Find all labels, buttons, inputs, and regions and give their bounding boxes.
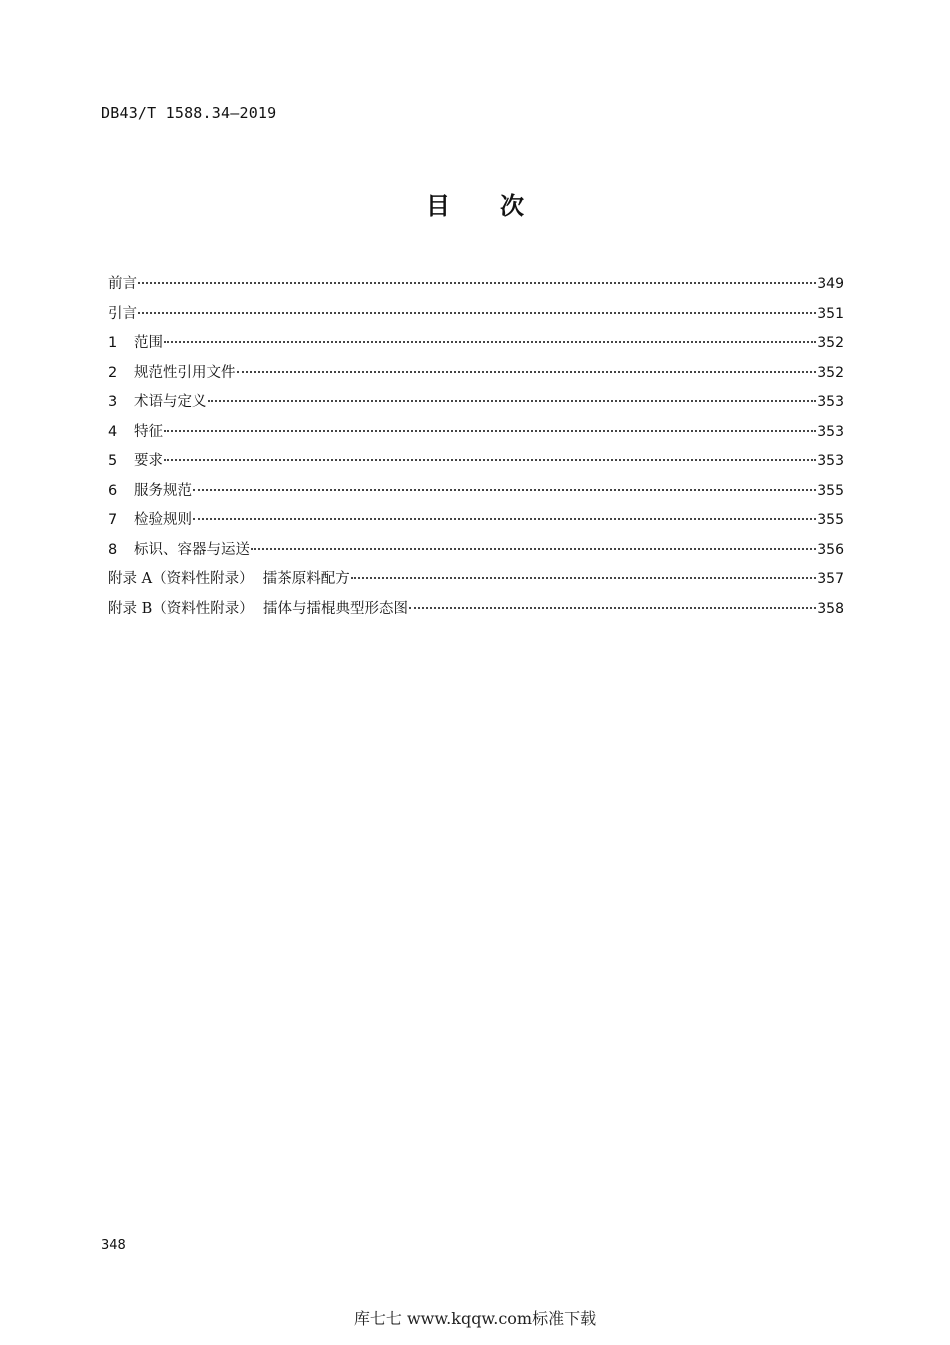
toc-entry-number: 2 xyxy=(108,364,118,381)
toc-entry-number: 6 xyxy=(108,482,118,499)
leader-dots xyxy=(251,546,816,550)
toc-entry-label: 前言 xyxy=(108,276,137,292)
table-of-contents xyxy=(108,270,844,624)
toc-entry-label: 检验规则 xyxy=(134,512,192,528)
toc-entry-label: 服务规范 xyxy=(134,482,192,499)
toc-entry-appendix-a[interactable] xyxy=(108,565,844,595)
toc-entry-label: 术语与定义 xyxy=(134,394,207,410)
toc-entry-number: 4 xyxy=(108,423,118,440)
toc-entry-label: 要求 xyxy=(134,453,163,469)
toc-entry-introduction[interactable] xyxy=(108,300,844,330)
leader-dots xyxy=(193,516,816,520)
toc-entry-page: 353 xyxy=(817,453,844,469)
toc-entry-page: 353 xyxy=(817,423,844,440)
toc-entry-page: 355 xyxy=(817,512,844,528)
toc-entry-number: 5 xyxy=(108,453,118,469)
toc-entry-appendix-b[interactable] xyxy=(108,595,844,625)
toc-entry-page: 356 xyxy=(817,541,844,558)
toc-entry-label: 标识、容器与运送 xyxy=(134,541,250,558)
leader-dots xyxy=(237,369,817,373)
watermark-text: 库七七 www.kqqw.com标准下载 xyxy=(353,1309,597,1328)
leader-dots xyxy=(138,280,816,284)
toc-entry-characteristics[interactable] xyxy=(108,418,844,448)
toc-entry-label: 范围 xyxy=(134,335,163,351)
toc-entry-foreword[interactable] xyxy=(108,270,844,300)
toc-entry-number: 7 xyxy=(108,512,118,528)
leader-dots xyxy=(138,310,816,314)
toc-entry-normative-references[interactable] xyxy=(108,359,844,389)
toc-entry-marking-containers-transport[interactable] xyxy=(108,536,844,566)
toc-entry-label: 引言 xyxy=(108,305,137,322)
toc-entry-label: 附录 B（资料性附录） 擂体与擂棍典型形态图 xyxy=(108,600,408,617)
toc-entry-page: 352 xyxy=(817,364,844,381)
leader-dots xyxy=(164,457,816,461)
leader-dots xyxy=(164,428,816,432)
toc-entry-page: 358 xyxy=(817,600,844,617)
toc-entry-page: 349 xyxy=(817,276,844,292)
standard-code: DB43/T 1588.34—2019 xyxy=(101,104,277,122)
title-part-1: 目 xyxy=(426,192,450,220)
toc-entry-page: 353 xyxy=(817,394,844,410)
page-title xyxy=(0,186,950,221)
toc-entry-page: 352 xyxy=(817,335,844,351)
page-number: 348 xyxy=(101,1238,126,1253)
toc-entry-label: 附录 A（资料性附录） 擂茶原料配方 xyxy=(108,571,350,587)
toc-entry-label: 特征 xyxy=(134,423,163,440)
leader-dots xyxy=(208,398,817,402)
toc-entry-page: 351 xyxy=(817,305,844,322)
leader-dots xyxy=(409,605,816,609)
toc-entry-page: 357 xyxy=(817,571,844,587)
toc-entry-number: 1 xyxy=(108,335,118,351)
toc-entry-terms-definitions[interactable] xyxy=(108,388,844,418)
toc-entry-label: 规范性引用文件 xyxy=(134,364,236,381)
leader-dots xyxy=(164,339,816,343)
title-part-2: 次 xyxy=(500,192,524,220)
toc-entry-page: 355 xyxy=(817,482,844,499)
toc-entry-service-specification[interactable] xyxy=(108,477,844,507)
toc-entry-scope[interactable] xyxy=(108,329,844,359)
toc-entry-number: 8 xyxy=(108,541,118,558)
toc-entry-number: 3 xyxy=(108,394,118,410)
leader-dots xyxy=(193,487,816,491)
toc-entry-requirements[interactable] xyxy=(108,447,844,477)
toc-entry-inspection-rules[interactable] xyxy=(108,506,844,536)
leader-dots xyxy=(351,575,816,579)
